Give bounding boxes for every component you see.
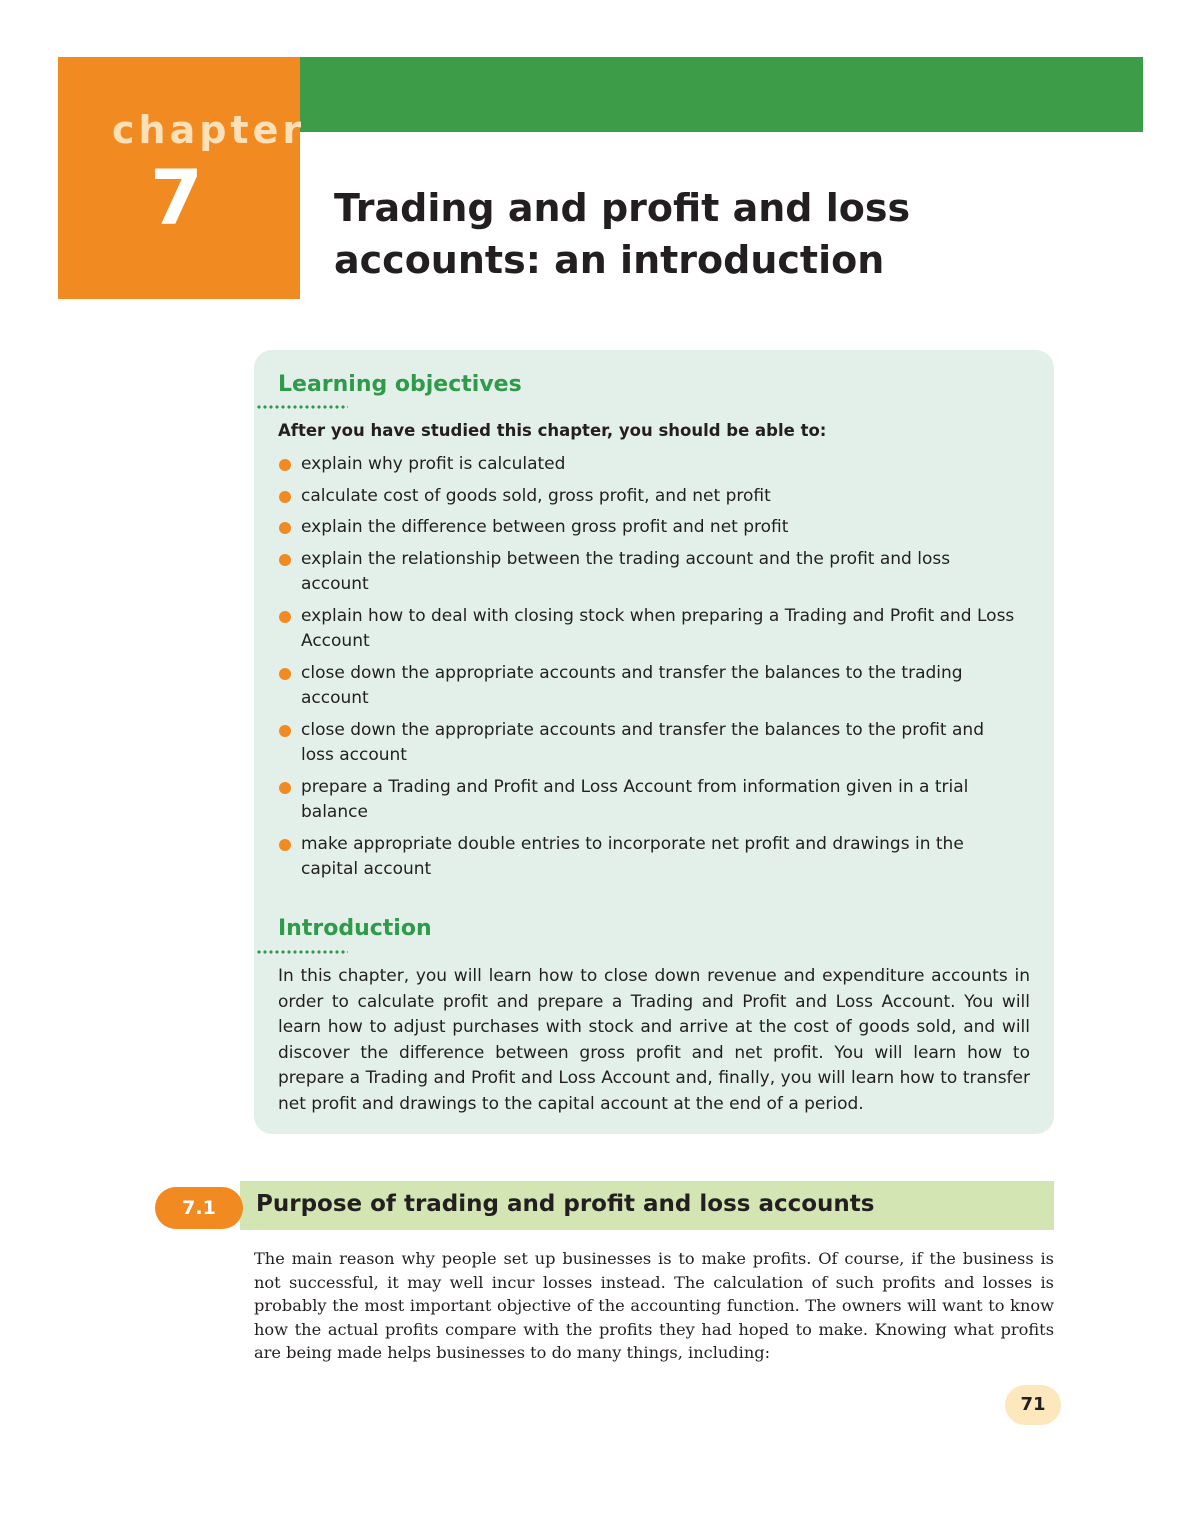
introduction-text: In this chapter, you will learn how to close down revenue and expenditure accounts in order to calculate profit and prepare a Trading and Profit and Loss Account. You will learn how to adjust purchases with stock and arrive at the cost of goods sold, and will discover the difference between gross profit and net profit. You will learn how to prepare a Trading and Profit and Loss Account and, finally, you will learn how to transfer net profit and drawings to the capital account at the end of a period. <box>278 966 1030 1114</box>
bullet-icon <box>279 491 291 503</box>
bullet-icon <box>279 839 291 851</box>
list-item: calculate cost of goods sold, gross profit, and net profit <box>278 484 1018 510</box>
heading-dotted-rule <box>256 405 348 409</box>
bullet-icon <box>279 668 291 680</box>
page-title <box>334 182 1034 286</box>
bullet-icon <box>279 725 291 737</box>
list-item: explain how to deal with closing stock when preparing a Trading and Profit and Loss Account <box>278 604 1018 655</box>
page-number: 71 <box>1005 1385 1061 1425</box>
heading-dotted-rule <box>256 950 348 954</box>
chapter-label: chapter <box>112 108 306 152</box>
chapter-number: 7 <box>150 153 203 242</box>
introduction-heading: Introduction <box>278 916 432 941</box>
page-title-line-1: Trading and profit and loss <box>334 186 911 230</box>
page-title-line-2: accounts: an introduction <box>334 238 885 282</box>
bullet-icon <box>279 782 291 794</box>
objectives-list <box>278 452 1018 889</box>
list-item: explain the difference between gross profit and net profit <box>278 515 1018 541</box>
bullet-icon <box>279 459 291 471</box>
section-body-text: The main reason why people set up businesses is to make profits. Of course, if the business is not successful, it may well incur losses instead. The calculation of such profits and losses is probably the most important objective of the accounting function. The owners will want to know how the actual profits compare with the profits they had hoped to make. Knowing what profits are being made helps businesses to do many things, including: <box>254 1249 1054 1362</box>
header-green-bar <box>230 57 1143 132</box>
learning-objectives-heading: Learning objectives <box>278 372 522 397</box>
bullet-icon <box>279 554 291 566</box>
bullet-icon <box>279 611 291 623</box>
objectives-lead: After you have studied this chapter, you should be able to: <box>278 421 827 440</box>
list-item: explain the relationship between the trading account and the profit and loss account <box>278 547 1018 598</box>
list-item: close down the appropriate accounts and transfer the balances to the profit and loss account <box>278 718 1018 769</box>
list-item: make appropriate double entries to incorporate net profit and drawings in the capital account <box>278 832 1018 883</box>
section-number-badge: 7.1 <box>155 1187 243 1229</box>
list-item: prepare a Trading and Profit and Loss Account from information given in a trial balance <box>278 775 1018 826</box>
bullet-icon <box>279 522 291 534</box>
list-item: explain why profit is calculated <box>278 452 1018 478</box>
section-title: Purpose of trading and profit and loss accounts <box>256 1191 875 1217</box>
list-item: close down the appropriate accounts and transfer the balances to the trading account <box>278 661 1018 712</box>
